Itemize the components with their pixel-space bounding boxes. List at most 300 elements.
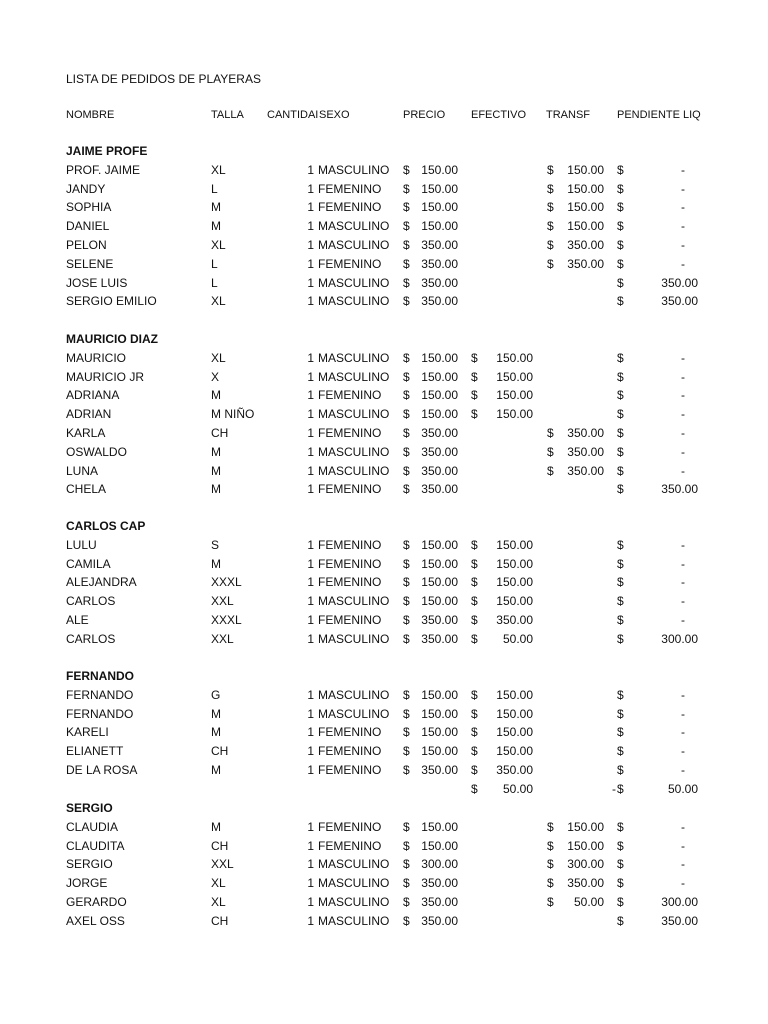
currency-symbol: $ (617, 369, 624, 384)
cell-cantidad: 1 (307, 763, 314, 777)
cell-efectivo: 150.00 (496, 594, 533, 609)
cell-precio: 150.00 (421, 350, 458, 365)
cell-sexo: MASCULINO (318, 219, 390, 234)
table-row (0, 161, 768, 180)
cell-precio: 150.00 (421, 200, 458, 215)
cell-talla: CH (211, 744, 229, 759)
cell-pendiente: - (681, 444, 685, 459)
cell-transf: 150.00 (567, 838, 604, 853)
cell-talla: M (211, 219, 221, 234)
cell-pendiente: 350.00 (661, 482, 698, 497)
cell-precio: 350.00 (421, 275, 458, 290)
header-cantidad: CANTIDAI (267, 109, 319, 121)
currency-symbol: $ (403, 876, 410, 891)
cell-talla: XL (211, 895, 226, 909)
cell-talla: L (211, 256, 218, 271)
cell-sexo: MASCULINO (318, 594, 390, 609)
cell-cantidad: 1 (307, 350, 314, 365)
table-row (0, 742, 768, 761)
currency-symbol: $ (471, 407, 478, 422)
cell-efectivo: 150.00 (496, 725, 533, 740)
table-row (0, 368, 768, 387)
currency-symbol: $ (617, 556, 624, 571)
currency-symbol: $ (617, 857, 624, 872)
cell-nombre: DANIEL (66, 219, 110, 234)
cell-cantidad: 1 (307, 238, 314, 252)
cell-talla: X (211, 369, 220, 384)
currency-symbol: $ (547, 181, 554, 196)
currency-symbol: $ (617, 181, 624, 196)
cell-sexo: FEMENINO (318, 575, 382, 590)
cell-cantidad: 1 (307, 895, 314, 909)
cell-sexo: FEMENINO (318, 426, 382, 440)
currency-symbol: $ (403, 162, 410, 177)
cell-efectivo: 350.00 (496, 763, 533, 777)
table-row (0, 536, 768, 555)
cell-cantidad: 1 (307, 913, 314, 928)
currency-symbol: $ (617, 895, 624, 909)
currency-symbol: $ (617, 594, 624, 609)
group-header-row (0, 799, 768, 818)
cell-nombre: PELON (66, 238, 107, 252)
cell-precio: 150.00 (421, 219, 458, 234)
currency-symbol: $ (547, 238, 554, 252)
cell-precio: 150.00 (421, 687, 458, 702)
currency-symbol: $ (617, 913, 624, 928)
cell-efectivo: 50.00 (502, 631, 533, 646)
cell-precio: 150.00 (421, 407, 458, 422)
cell-nombre: LUNA (66, 463, 99, 478)
cell-nombre: MAURICIO (66, 350, 126, 365)
currency-symbol: $ (403, 838, 410, 853)
cell-nombre: SOPHIA (66, 200, 112, 215)
table-row (0, 705, 768, 724)
cell-talla: CH (211, 426, 229, 440)
cell-cantidad: 1 (307, 631, 314, 646)
currency-symbol: $ (617, 426, 624, 440)
group-header-row (0, 667, 768, 686)
cell-sexo: MASCULINO (318, 294, 390, 309)
cell-pendiente: - (681, 463, 685, 478)
cell-talla: XL (211, 876, 226, 891)
cell-efectivo: 350.00 (496, 613, 533, 627)
cell-precio: 350.00 (421, 876, 458, 891)
cell-precio: 350.00 (421, 895, 458, 909)
cell-pendiente: - (681, 594, 685, 609)
cell-sexo: FEMENINO (318, 556, 382, 571)
currency-symbol: $ (471, 613, 478, 627)
group-name: CARLOS CAP (66, 519, 146, 533)
cell-cantidad: 1 (307, 426, 314, 440)
cell-talla: M (211, 482, 221, 497)
table-row (0, 611, 768, 630)
cell-pendiente: - (681, 200, 685, 215)
cell-pendiente: 300.00 (661, 895, 698, 909)
header-pendiente: PENDIENTE LIQ (617, 109, 701, 121)
cell-talla: CH (211, 838, 229, 853)
cell-sexo: FEMENINO (318, 613, 382, 627)
cell-nombre: ADRIAN (66, 407, 112, 422)
table-row (0, 443, 768, 462)
cell-pendiente: - (681, 763, 685, 777)
cell-sexo: MASCULINO (318, 275, 390, 290)
currency-symbol: $ (403, 407, 410, 422)
cell-sexo: FEMENINO (318, 763, 382, 777)
cell-cantidad: 1 (307, 857, 314, 872)
cell-cantidad: 1 (307, 876, 314, 891)
currency-symbol: $ (471, 388, 478, 403)
currency-symbol: $ (471, 594, 478, 609)
cell-precio: 150.00 (421, 838, 458, 853)
table-row (0, 555, 768, 574)
currency-symbol: $ (617, 687, 624, 702)
currency-symbol: $ (617, 706, 624, 721)
cell-cantidad: 1 (307, 819, 314, 834)
cell-pendiente: - (681, 388, 685, 403)
table-row (0, 480, 768, 499)
cell-pendiente: - (681, 744, 685, 759)
cell-precio: 150.00 (421, 819, 458, 834)
currency-symbol: $ (403, 350, 410, 365)
cell-cantidad: 1 (307, 556, 314, 571)
cell-talla: XL (211, 162, 226, 177)
table-row (0, 292, 768, 311)
currency-symbol: $ (403, 613, 410, 627)
currency-symbol: $ (403, 575, 410, 590)
currency-symbol: $ (617, 200, 624, 215)
cell-precio: 350.00 (421, 294, 458, 309)
currency-symbol: $ (403, 763, 410, 777)
cell-talla: XXL (211, 631, 234, 646)
cell-sexo: MASCULINO (318, 857, 390, 872)
table-row (0, 855, 768, 874)
cell-transf: 50.00 (573, 895, 604, 909)
currency-symbol: $ (403, 895, 410, 909)
cell-cantidad: 1 (307, 725, 314, 740)
cell-sexo: FEMENINO (318, 181, 382, 196)
table-row (0, 686, 768, 705)
cell-transf: 350.00 (567, 238, 604, 252)
currency-symbol: $ (617, 219, 624, 234)
currency-symbol: $ (403, 706, 410, 721)
cell-transf: 150.00 (567, 819, 604, 834)
cell-sexo: FEMENINO (318, 537, 382, 552)
cell-nombre: CARLOS (66, 594, 116, 609)
cell-efectivo: 150.00 (496, 407, 533, 422)
cell-talla: M (211, 388, 221, 403)
cell-efectivo: 150.00 (496, 350, 533, 365)
cell-precio: 350.00 (421, 613, 458, 627)
cell-pendiente: - (681, 556, 685, 571)
cell-sexo: MASCULINO (318, 238, 390, 252)
cell-nombre: GERARDO (66, 895, 127, 909)
cell-pendiente: - (681, 537, 685, 552)
cell-talla: XXXL (211, 613, 242, 627)
currency-symbol: $ (547, 857, 554, 872)
currency-symbol: $ (547, 256, 554, 271)
cell-sexo: MASCULINO (318, 162, 390, 177)
cell-sexo: MASCULINO (318, 463, 390, 478)
cell-sexo: MASCULINO (318, 687, 390, 702)
cell-precio: 150.00 (421, 744, 458, 759)
cell-precio: 350.00 (421, 763, 458, 777)
cell-cantidad: 1 (307, 594, 314, 609)
cell-nombre: CLAUDIA (66, 819, 119, 834)
cell-efectivo: 150.00 (496, 687, 533, 702)
currency-symbol: $ (403, 256, 410, 271)
currency-symbol: $ (547, 162, 554, 177)
currency-symbol: $ (547, 426, 554, 440)
cell-cantidad: 1 (307, 200, 314, 215)
cell-talla: M (211, 763, 221, 777)
currency-symbol: $ (617, 725, 624, 740)
table-row (0, 386, 768, 405)
cell-nombre: ELIANETT (66, 744, 124, 759)
cell-talla: S (211, 537, 220, 552)
cell-pendiente: - (681, 238, 685, 252)
cell-talla: XXXL (211, 575, 242, 590)
cell-precio: 350.00 (421, 444, 458, 459)
cell-talla: M (211, 444, 221, 459)
cell-efectivo: 150.00 (496, 388, 533, 403)
header-precio: PRECIO (403, 109, 446, 121)
cell-talla: XL (211, 294, 226, 309)
currency-symbol: $ (617, 294, 624, 309)
cell-sexo: FEMENINO (318, 482, 382, 497)
table-row (0, 893, 768, 912)
cell-sexo: FEMENINO (318, 200, 382, 215)
cell-talla: M (211, 706, 221, 721)
cell-precio: 150.00 (421, 162, 458, 177)
table-row (0, 217, 768, 236)
group-header-row (0, 142, 768, 161)
cell-sexo: FEMENINO (318, 256, 382, 271)
cell-nombre: KARELI (66, 725, 109, 740)
currency-symbol: $ (403, 687, 410, 702)
cell-nombre: ADRIANA (66, 388, 120, 403)
cell-nombre: CARLOS (66, 631, 116, 646)
cell-talla: M (211, 725, 221, 740)
currency-symbol: $ (617, 763, 624, 777)
currency-symbol: $ (403, 275, 410, 290)
cell-pendiente: - (681, 613, 685, 627)
cell-cantidad: 1 (307, 537, 314, 552)
cell-efectivo: 150.00 (496, 537, 533, 552)
currency-symbol: $ (471, 687, 478, 702)
header-transf: TRANSF (546, 109, 590, 121)
cell-sexo: MASCULINO (318, 913, 390, 928)
table-row (0, 349, 768, 368)
currency-symbol: $ (617, 631, 624, 646)
cell-nombre: ALE (66, 613, 89, 627)
cell-precio: 350.00 (421, 482, 458, 497)
currency-symbol: $ (403, 444, 410, 459)
currency-symbol: $ (617, 613, 624, 627)
cell-transf: 150.00 (567, 219, 604, 234)
cell-sexo: MASCULINO (318, 876, 390, 891)
table-row (0, 424, 768, 443)
currency-symbol: $ (547, 444, 554, 459)
currency-symbol: $ (617, 575, 624, 590)
cell-precio: 150.00 (421, 725, 458, 740)
currency-symbol: $ (617, 744, 624, 759)
currency-symbol: $ (403, 426, 410, 440)
cell-precio: 150.00 (421, 181, 458, 196)
table-row (0, 874, 768, 893)
cell-pendiente: - (681, 706, 685, 721)
currency-symbol: $ (403, 819, 410, 834)
cell-sexo: MASCULINO (318, 350, 390, 365)
cell-precio: 150.00 (421, 556, 458, 571)
group-name: FERNANDO (66, 669, 134, 683)
currency-symbol: $ (617, 482, 624, 497)
currency-symbol: $ (617, 388, 624, 403)
cell-precio: 150.00 (421, 537, 458, 552)
currency-symbol: $ (617, 162, 624, 177)
currency-symbol: $ (617, 819, 624, 834)
cell-nombre: JANDY (66, 181, 106, 196)
cell-sexo: FEMENINO (318, 819, 382, 834)
cell-cantidad: 1 (307, 613, 314, 627)
currency-symbol: $ (617, 463, 624, 478)
table-row (0, 180, 768, 199)
cell-sexo: MASCULINO (318, 407, 390, 422)
cell-nombre: FERNANDO (66, 706, 134, 721)
cell-transf: 150.00 (567, 181, 604, 196)
cell-nombre: CAMILA (66, 556, 111, 571)
cell-cantidad: 1 (307, 275, 314, 290)
currency-symbol: $ (403, 857, 410, 872)
currency-symbol: $ (471, 781, 478, 796)
table-row (0, 573, 768, 592)
cell-nombre: CLAUDITA (66, 838, 125, 853)
currency-symbol: $ (547, 219, 554, 234)
cell-pendiente: 350.00 (661, 913, 698, 928)
currency-symbol: $ (547, 819, 554, 834)
cell-transf: 350.00 (567, 426, 604, 440)
group-header-row (0, 330, 768, 349)
cell-transf: 350.00 (567, 463, 604, 478)
group-name: JAIME PROFE (66, 144, 148, 158)
cell-nombre: FERNANDO (66, 687, 134, 702)
cell-sexo: FEMENINO (318, 838, 382, 853)
table-row (0, 723, 768, 742)
cell-precio: 150.00 (421, 369, 458, 384)
currency-symbol: $ (617, 838, 624, 853)
currency-symbol: $ (403, 744, 410, 759)
table-row (0, 405, 768, 424)
table-row (0, 837, 768, 856)
cell-nombre: JORGE (66, 876, 108, 891)
currency-symbol: $ (471, 537, 478, 552)
cell-sexo: FEMENINO (318, 744, 382, 759)
group-name: SERGIO (66, 801, 113, 815)
currency-symbol: $ (471, 575, 478, 590)
cell-cantidad: 1 (307, 744, 314, 759)
cell-transf: 350.00 (567, 876, 604, 891)
cell-pendiente: - (681, 181, 685, 196)
currency-symbol: $ (471, 369, 478, 384)
cell-sexo: MASCULINO (318, 895, 390, 909)
cell-nombre: CHELA (66, 482, 107, 497)
table-row (0, 274, 768, 293)
column-header-row (0, 106, 768, 125)
header-efectivo: EFECTIVO (471, 109, 527, 121)
cell-cantidad: 1 (307, 219, 314, 234)
table-row (0, 912, 768, 931)
cell-pendiente: - (681, 819, 685, 834)
cell-nombre: PROF. JAIME (66, 162, 141, 177)
currency-symbol: $ (471, 725, 478, 740)
currency-symbol: $ (403, 219, 410, 234)
cell-pendiente: - (681, 838, 685, 853)
cell-nombre: DE LA ROSA (66, 763, 138, 777)
currency-symbol: $ (471, 556, 478, 571)
cell-transf: 350.00 (567, 444, 604, 459)
cell-sexo: FEMENINO (318, 725, 382, 740)
negative-currency-symbol: - (612, 781, 616, 796)
cell-talla: XXL (211, 857, 234, 872)
currency-symbol: $ (403, 200, 410, 215)
currency-symbol: $ (403, 725, 410, 740)
cell-nombre: AXEL OSS (66, 913, 125, 928)
document-title: LISTA DE PEDIDOS DE PLAYERAS (66, 72, 261, 86)
header-sexo: SEXO (319, 109, 350, 121)
currency-symbol: $ (617, 876, 624, 891)
cell-cantidad: 1 (307, 575, 314, 590)
cell-nombre: ALEJANDRA (66, 575, 137, 590)
currency-symbol: $ (471, 706, 478, 721)
cell-efectivo: 50.00 (502, 781, 533, 796)
currency-symbol: $ (403, 181, 410, 196)
cell-sexo: MASCULINO (318, 631, 390, 646)
cell-sexo: MASCULINO (318, 444, 390, 459)
currency-symbol: $ (403, 631, 410, 646)
table-row (0, 592, 768, 611)
cell-precio: 350.00 (421, 256, 458, 271)
cell-sexo: MASCULINO (318, 369, 390, 384)
cell-nombre: SERGIO (66, 857, 113, 872)
cell-precio: 350.00 (421, 426, 458, 440)
cell-pendiente: 350.00 (661, 294, 698, 309)
table-row (0, 761, 768, 780)
cell-talla: G (211, 687, 221, 702)
currency-symbol: $ (471, 763, 478, 777)
cell-talla: XXL (211, 594, 234, 609)
currency-symbol: $ (617, 444, 624, 459)
cell-talla: M (211, 556, 221, 571)
cell-talla: M (211, 819, 221, 834)
cell-pendiente: 350.00 (661, 275, 698, 290)
cell-pendiente: - (681, 687, 685, 702)
cell-cantidad: 1 (307, 482, 314, 497)
cell-cantidad: 1 (307, 388, 314, 403)
cell-precio: 150.00 (421, 575, 458, 590)
cell-talla: L (211, 275, 218, 290)
cell-cantidad: 1 (307, 407, 314, 422)
cell-nombre: LULU (66, 537, 97, 552)
table-row (0, 818, 768, 837)
cell-talla: M (211, 463, 221, 478)
cell-precio: 350.00 (421, 238, 458, 252)
cell-nombre: MAURICIO JR (66, 369, 144, 384)
cell-talla: CH (211, 913, 229, 928)
cell-talla: XL (211, 238, 226, 252)
cell-cantidad: 1 (307, 838, 314, 853)
currency-symbol: $ (403, 482, 410, 497)
cell-precio: 350.00 (421, 913, 458, 928)
currency-symbol: $ (403, 537, 410, 552)
